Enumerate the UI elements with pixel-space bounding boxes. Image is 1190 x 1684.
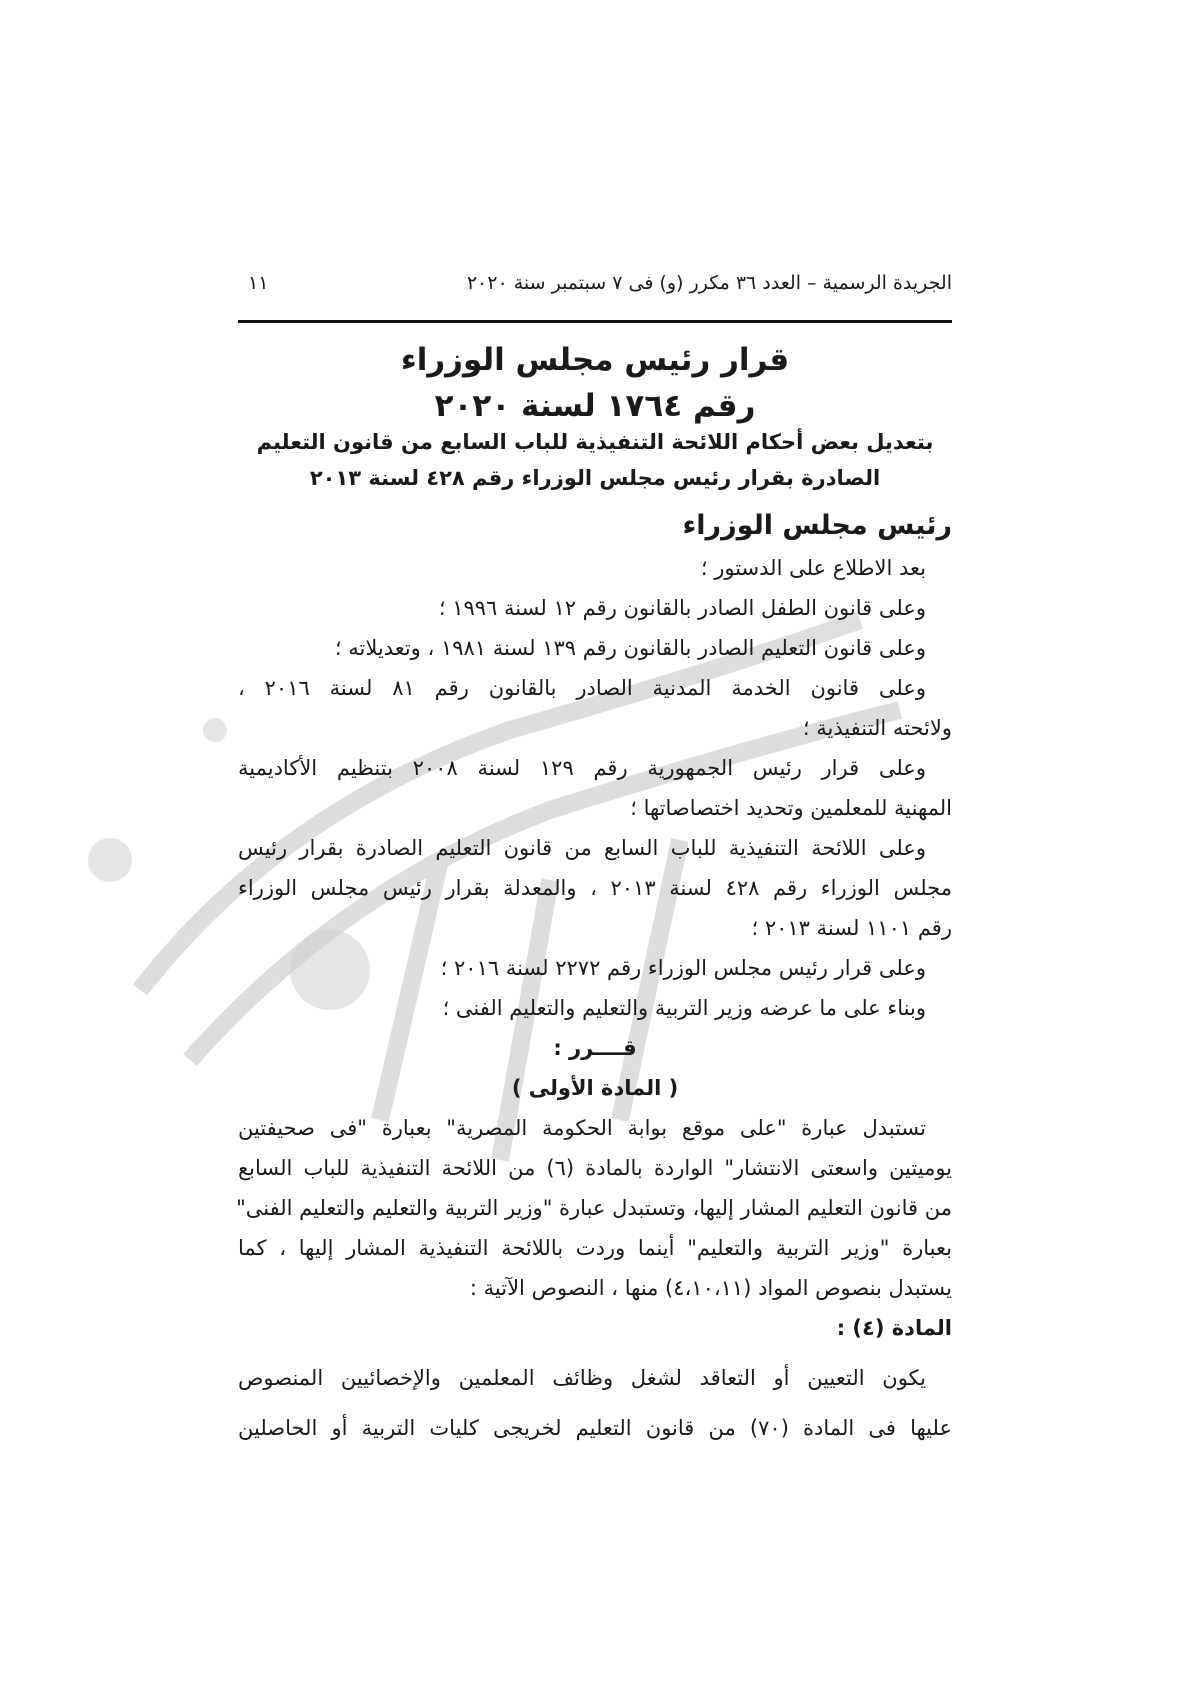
decree-number: رقم ١٧٦٤ لسنة ٢٠٢٠ [434,388,756,424]
preamble-line: بعد الاطلاع على الدستور ؛ [700,556,926,580]
gazette-header [240,268,952,304]
preamble-line: المهنية للمعلمين وتحديد اختصاصاتها ؛ [630,796,952,820]
page-number: ١١ [248,272,269,294]
article-one-line: من قانون التعليم المشار إليها، وتستبدل عبارة "وزير التربية والتعليم والتعليم الفنى" [236,1196,952,1220]
decree-subject: بتعديل بعض أحكام اللائحة التنفيذية للباب السابع من قانون التعليم [256,430,934,454]
preamble-line: ولائحته التنفيذية ؛ [802,716,952,740]
preamble-line: وعلى قرار رئيس الجمهورية رقم ١٢٩ لسنة ٢٠٠٨ بتنظيم الأكاديمية [238,756,926,780]
preamble-line: مجلس الوزراء رقم ٤٢٨ لسنة ٢٠١٣ ، والمعدلة بقرار رئيس مجلس الوزراء [238,876,952,900]
decided-heading: قــــرر : [553,1036,637,1060]
article-four-line: يكون التعيين أو التعاقد لشغل وظائف المعلمين والإخصائيين المنصوص [238,1366,926,1390]
article-one-line: يوميتين واسعتى الانتشار" الواردة بالمادة (٦) من اللائحة التنفيذية للباب السابع [238,1156,953,1180]
article-four-heading: المادة (٤) : [836,1316,952,1340]
article-four-line: عليها فى المادة (٧٠) من قانون التعليم لخريجى كليات التربية أو الحاصلين [238,1416,952,1440]
preamble-line: رقم ١١٠١ لسنة ٢٠١٣ ؛ [751,916,952,940]
article-one-heading: ( المادة الأولى ) [511,1076,679,1100]
article-one-line: تستبدل عبارة "على موقع بوابة الحكومة المصرية" بعبارة "فى صحيفتين [238,1116,926,1140]
article-one-line: بعبارة "وزير التربية والتعليم" أينما وردت باللائحة التنفيذية المشار إليها ، كما [238,1236,952,1260]
preamble-line: وعلى قانون الخدمة المدنية الصادر بالقانون رقم ٨١ لسنة ٢٠١٦ ، [238,676,926,700]
decree-title: قرار رئيس مجلس الوزراء [400,342,790,378]
issuer-heading: رئيس مجلس الوزراء [682,510,952,541]
gazette-header-title: الجريدة الرسمية – العدد ٣٦ مكرر (و) فى ٧ سبتمبر سنة ٢٠٢٠ [466,272,952,294]
preamble-line: وعلى قرار رئيس مجلس الوزراء رقم ٢٢٧٢ لسنة ٢٠١٦ ؛ [440,956,926,980]
preamble-line: وعلى اللائحة التنفيذية للباب السابع من قانون التعليم الصادرة بقرار رئيس [238,836,926,860]
preamble-line: وعلى قانون الطفل الصادر بالقانون رقم ١٢ لسنة ١٩٩٦ ؛ [438,596,926,620]
decree-subject-continued: الصادرة بقرار رئيس مجلس الوزراء رقم ٤٢٨ لسنة ٢٠١٣ [309,466,881,490]
header-divider [238,320,952,323]
article-one-line: يستبدل بنصوص المواد (٤،١٠،١١) منها ، النصوص الآتية : [469,1276,952,1300]
preamble-line: وعلى قانون التعليم الصادر بالقانون رقم ١٣٩ لسنة ١٩٨١ ، وتعديلاته ؛ [334,636,926,660]
preamble-line: وبناء على ما عرضه وزير التربية والتعليم والتعليم الفنى ؛ [442,996,926,1020]
